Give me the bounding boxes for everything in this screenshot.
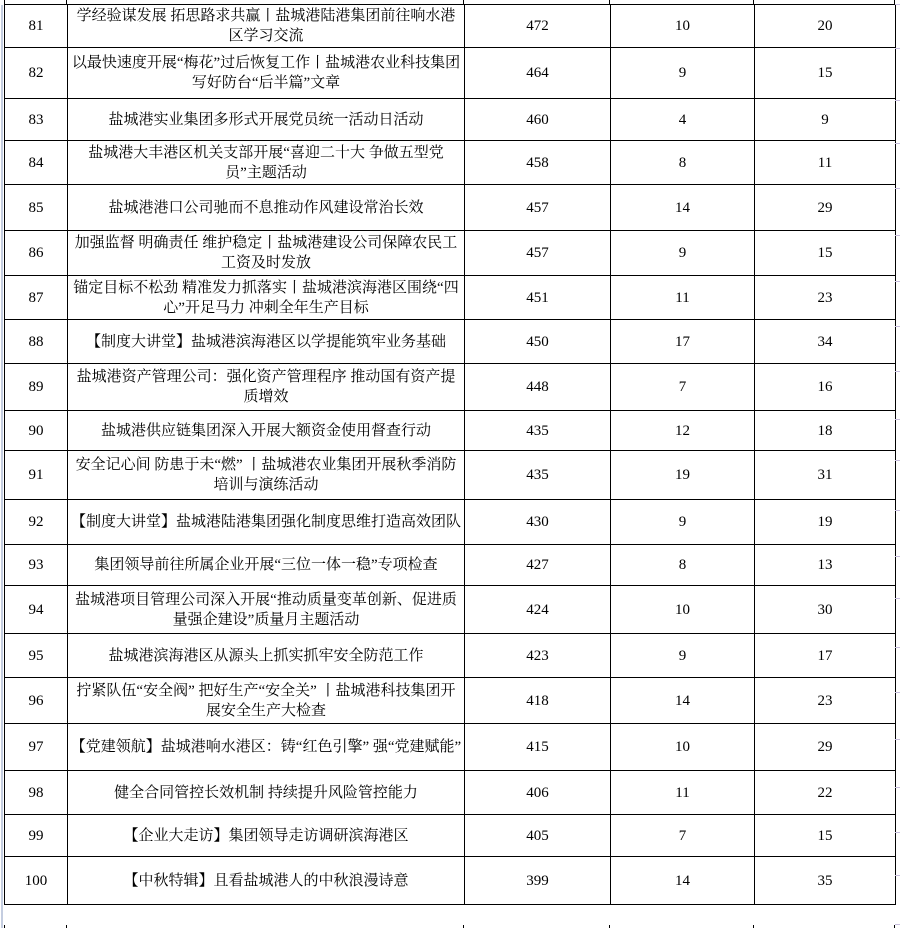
- value3-cell[interactable]: 23: [755, 276, 896, 320]
- value3-cell[interactable]: 23: [755, 678, 896, 724]
- table-row: [5, 500, 896, 545]
- value2-cell[interactable]: 12: [611, 411, 755, 451]
- title-cell[interactable]: 安全记心间 防患于未“燃” 丨盐城港农业集团开展秋季消防培训与演练活动: [68, 451, 465, 500]
- value2-cell[interactable]: 14: [611, 857, 755, 905]
- table-row: [5, 185, 896, 231]
- gridline-tick: [895, 598, 900, 599]
- value3-cell[interactable]: 16: [755, 364, 896, 411]
- gridline-tick: [895, 371, 900, 372]
- value3-cell[interactable]: 22: [755, 771, 896, 815]
- value1-cell[interactable]: 423: [465, 634, 611, 678]
- value3-cell[interactable]: 31: [755, 451, 896, 500]
- value1-cell[interactable]: 424: [465, 586, 611, 634]
- title-cell[interactable]: 盐城港港口公司驰而不息推动作风建设常治长效: [68, 185, 465, 231]
- title-cell[interactable]: 锚定目标不松劲 精准发力抓落实丨盐城港滨海港区围绕“四心”开足马力 冲刺全年生产目标: [68, 276, 465, 320]
- value1-cell[interactable]: 405: [465, 815, 611, 857]
- gridline-tick: [895, 4, 900, 5]
- rank-cell[interactable]: 88: [5, 320, 68, 364]
- value3-cell[interactable]: 15: [755, 48, 896, 99]
- title-cell[interactable]: 盐城港滨海港区从源头上抓实抓牢安全防范工作: [68, 634, 465, 678]
- gridline-tick: [895, 832, 900, 833]
- table-row: [5, 771, 896, 815]
- rank-cell[interactable]: 86: [5, 231, 68, 276]
- value2-cell[interactable]: 10: [611, 724, 755, 771]
- value3-cell[interactable]: 29: [755, 185, 896, 231]
- rank-cell[interactable]: 83: [5, 99, 68, 141]
- table-row: [5, 99, 896, 141]
- value1-cell[interactable]: 406: [465, 771, 611, 815]
- value2-cell[interactable]: 14: [611, 185, 755, 231]
- value2-cell[interactable]: 4: [611, 99, 755, 141]
- rank-cell[interactable]: 87: [5, 276, 68, 320]
- value2-cell[interactable]: 10: [611, 5, 755, 48]
- value3-cell[interactable]: 15: [755, 815, 896, 857]
- title-cell[interactable]: 盐城港项目管理公司深入开展“推动质量变革创新、促进质量强企建设”质量月主题活动: [68, 586, 465, 634]
- value3-cell[interactable]: 17: [755, 634, 896, 678]
- value2-cell[interactable]: 14: [611, 678, 755, 724]
- table-row: [5, 364, 896, 411]
- value1-cell[interactable]: 464: [465, 48, 611, 99]
- value2-cell[interactable]: 19: [611, 451, 755, 500]
- gridline-tick: [895, 281, 900, 282]
- table-row: [5, 48, 896, 99]
- title-cell[interactable]: 以最快速度开展“梅花”过后恢复工作丨盐城港农业科技集团写好防台“后半篇”文章: [68, 48, 465, 99]
- table-row: [5, 586, 896, 634]
- value1-cell[interactable]: 451: [465, 276, 611, 320]
- title-cell[interactable]: 集团领导前往所属企业开展“三位一体一稳”专项检查: [68, 545, 465, 586]
- value2-cell[interactable]: 11: [611, 276, 755, 320]
- table-row: [5, 451, 896, 500]
- value1-cell[interactable]: 460: [465, 99, 611, 141]
- table-row: [5, 857, 896, 905]
- rank-cell[interactable]: 94: [5, 586, 68, 634]
- title-cell[interactable]: 【制度大讲堂】盐城港滨海港区以学提能筑牢业务基础: [68, 320, 465, 364]
- rank-cell[interactable]: 82: [5, 48, 68, 99]
- value2-cell[interactable]: 17: [611, 320, 755, 364]
- value3-cell[interactable]: 35: [755, 857, 896, 905]
- gridline-tick: [895, 419, 900, 420]
- table-row: [5, 545, 896, 586]
- value1-cell[interactable]: 435: [465, 411, 611, 451]
- gridline-tick: [895, 692, 900, 693]
- value2-cell[interactable]: 8: [611, 141, 755, 185]
- value1-cell[interactable]: 448: [465, 364, 611, 411]
- gridline-tick: [895, 100, 900, 101]
- title-cell[interactable]: 健全合同管控长效机制 持续提升风险管控能力: [68, 771, 465, 815]
- value3-cell[interactable]: 15: [755, 231, 896, 276]
- value1-cell[interactable]: 418: [465, 678, 611, 724]
- rank-cell[interactable]: 84: [5, 141, 68, 185]
- value2-cell[interactable]: 11: [611, 771, 755, 815]
- rank-cell[interactable]: 81: [5, 5, 68, 48]
- value3-cell[interactable]: 13: [755, 545, 896, 586]
- value2-cell[interactable]: 9: [611, 634, 755, 678]
- rank-cell[interactable]: 99: [5, 815, 68, 857]
- left-gridline: [1, 5, 3, 928]
- title-cell[interactable]: 盐城港资产管理公司：强化资产管理程序 推动国有资产提质增效: [68, 364, 465, 411]
- value1-cell[interactable]: 430: [465, 500, 611, 545]
- table-row: [5, 320, 896, 364]
- value1-cell[interactable]: 435: [465, 451, 611, 500]
- rank-cell[interactable]: 91: [5, 451, 68, 500]
- value3-cell[interactable]: 20: [755, 5, 896, 48]
- value1-cell[interactable]: 450: [465, 320, 611, 364]
- value2-cell[interactable]: 9: [611, 500, 755, 545]
- value1-cell[interactable]: 427: [465, 545, 611, 586]
- value1-cell[interactable]: 399: [465, 857, 611, 905]
- value3-cell[interactable]: 11: [755, 141, 896, 185]
- value3-cell[interactable]: 34: [755, 320, 896, 364]
- title-cell[interactable]: 盐城港大丰港区机关支部开展“喜迎二十大 争做五型党员”主题活动: [68, 141, 465, 185]
- gridline-tick: [895, 460, 900, 461]
- table-row: [5, 141, 896, 185]
- table-row: [5, 5, 896, 48]
- title-cell[interactable]: 【党建领航】盐城港响水港区：铸“红色引擎” 强“党建赋能”: [68, 724, 465, 771]
- title-cell[interactable]: 盐城港供应链集团深入开展大额资金使用督查行动: [68, 411, 465, 451]
- table-row: [5, 634, 896, 678]
- table-row: [5, 724, 896, 771]
- value3-cell[interactable]: 19: [755, 500, 896, 545]
- title-cell[interactable]: 【中秋特辑】且看盐城港人的中秋浪漫诗意: [68, 857, 465, 905]
- gridline-tick: [895, 326, 900, 327]
- value1-cell[interactable]: 458: [465, 141, 611, 185]
- table-body: [5, 5, 896, 905]
- title-cell[interactable]: 【企业大走访】集团领导走访调研滨海港区: [68, 815, 465, 857]
- article-ranking-table: [4, 4, 896, 905]
- title-cell[interactable]: 拧紧队伍“安全阀” 把好生产“安全关” 丨盐城港科技集团开展安全生产大检查: [68, 678, 465, 724]
- gridline-tick: [895, 739, 900, 740]
- table-row: [5, 231, 896, 276]
- value3-cell[interactable]: 29: [755, 724, 896, 771]
- table-row: [5, 678, 896, 724]
- value2-cell[interactable]: 10: [611, 586, 755, 634]
- value1-cell[interactable]: 472: [465, 5, 611, 48]
- value2-cell[interactable]: 9: [611, 231, 755, 276]
- value2-cell[interactable]: 7: [611, 815, 755, 857]
- rank-cell[interactable]: 85: [5, 185, 68, 231]
- gridline-tick: [895, 556, 900, 557]
- gridline-tick: [895, 188, 900, 189]
- value2-cell[interactable]: 7: [611, 364, 755, 411]
- gridline-tick: [895, 235, 900, 236]
- gridline-tick: [895, 875, 900, 876]
- title-cell[interactable]: 【制度大讲堂】盐城港陆港集团强化制度思维打造高效团队: [68, 500, 465, 545]
- rank-cell[interactable]: 92: [5, 500, 68, 545]
- title-cell[interactable]: 加强监督 明确责任 维护稳定丨盐城港建设公司保障农民工工资及时发放: [68, 231, 465, 276]
- rank-cell[interactable]: 95: [5, 634, 68, 678]
- gridline-tick: [895, 143, 900, 144]
- rank-cell[interactable]: 90: [5, 411, 68, 451]
- value3-cell[interactable]: 18: [755, 411, 896, 451]
- gridline-tick: [895, 924, 900, 925]
- gridline-tick: [895, 48, 900, 49]
- value2-cell[interactable]: 8: [611, 545, 755, 586]
- value1-cell[interactable]: 415: [465, 724, 611, 771]
- gridline-tick: [895, 510, 900, 511]
- title-cell[interactable]: 盐城港实业集团多形式开展党员统一活动日活动: [68, 99, 465, 141]
- rank-cell[interactable]: 96: [5, 678, 68, 724]
- rank-cell[interactable]: 98: [5, 771, 68, 815]
- value1-cell[interactable]: 457: [465, 231, 611, 276]
- rank-cell[interactable]: 93: [5, 545, 68, 586]
- table-row: [5, 276, 896, 320]
- value2-cell[interactable]: 9: [611, 48, 755, 99]
- value1-cell[interactable]: 457: [465, 185, 611, 231]
- gridline-tick: [895, 787, 900, 788]
- rank-cell[interactable]: 89: [5, 364, 68, 411]
- table-row: [5, 411, 896, 451]
- gridline-tick: [895, 647, 900, 648]
- title-cell[interactable]: 学经验谋发展 拓思路求共赢丨盐城港陆港集团前往响水港区学习交流: [68, 5, 465, 48]
- rank-cell[interactable]: 97: [5, 724, 68, 771]
- value3-cell[interactable]: 9: [755, 99, 896, 141]
- table-row: [5, 815, 896, 857]
- value3-cell[interactable]: 30: [755, 586, 896, 634]
- rank-cell[interactable]: 100: [5, 857, 68, 905]
